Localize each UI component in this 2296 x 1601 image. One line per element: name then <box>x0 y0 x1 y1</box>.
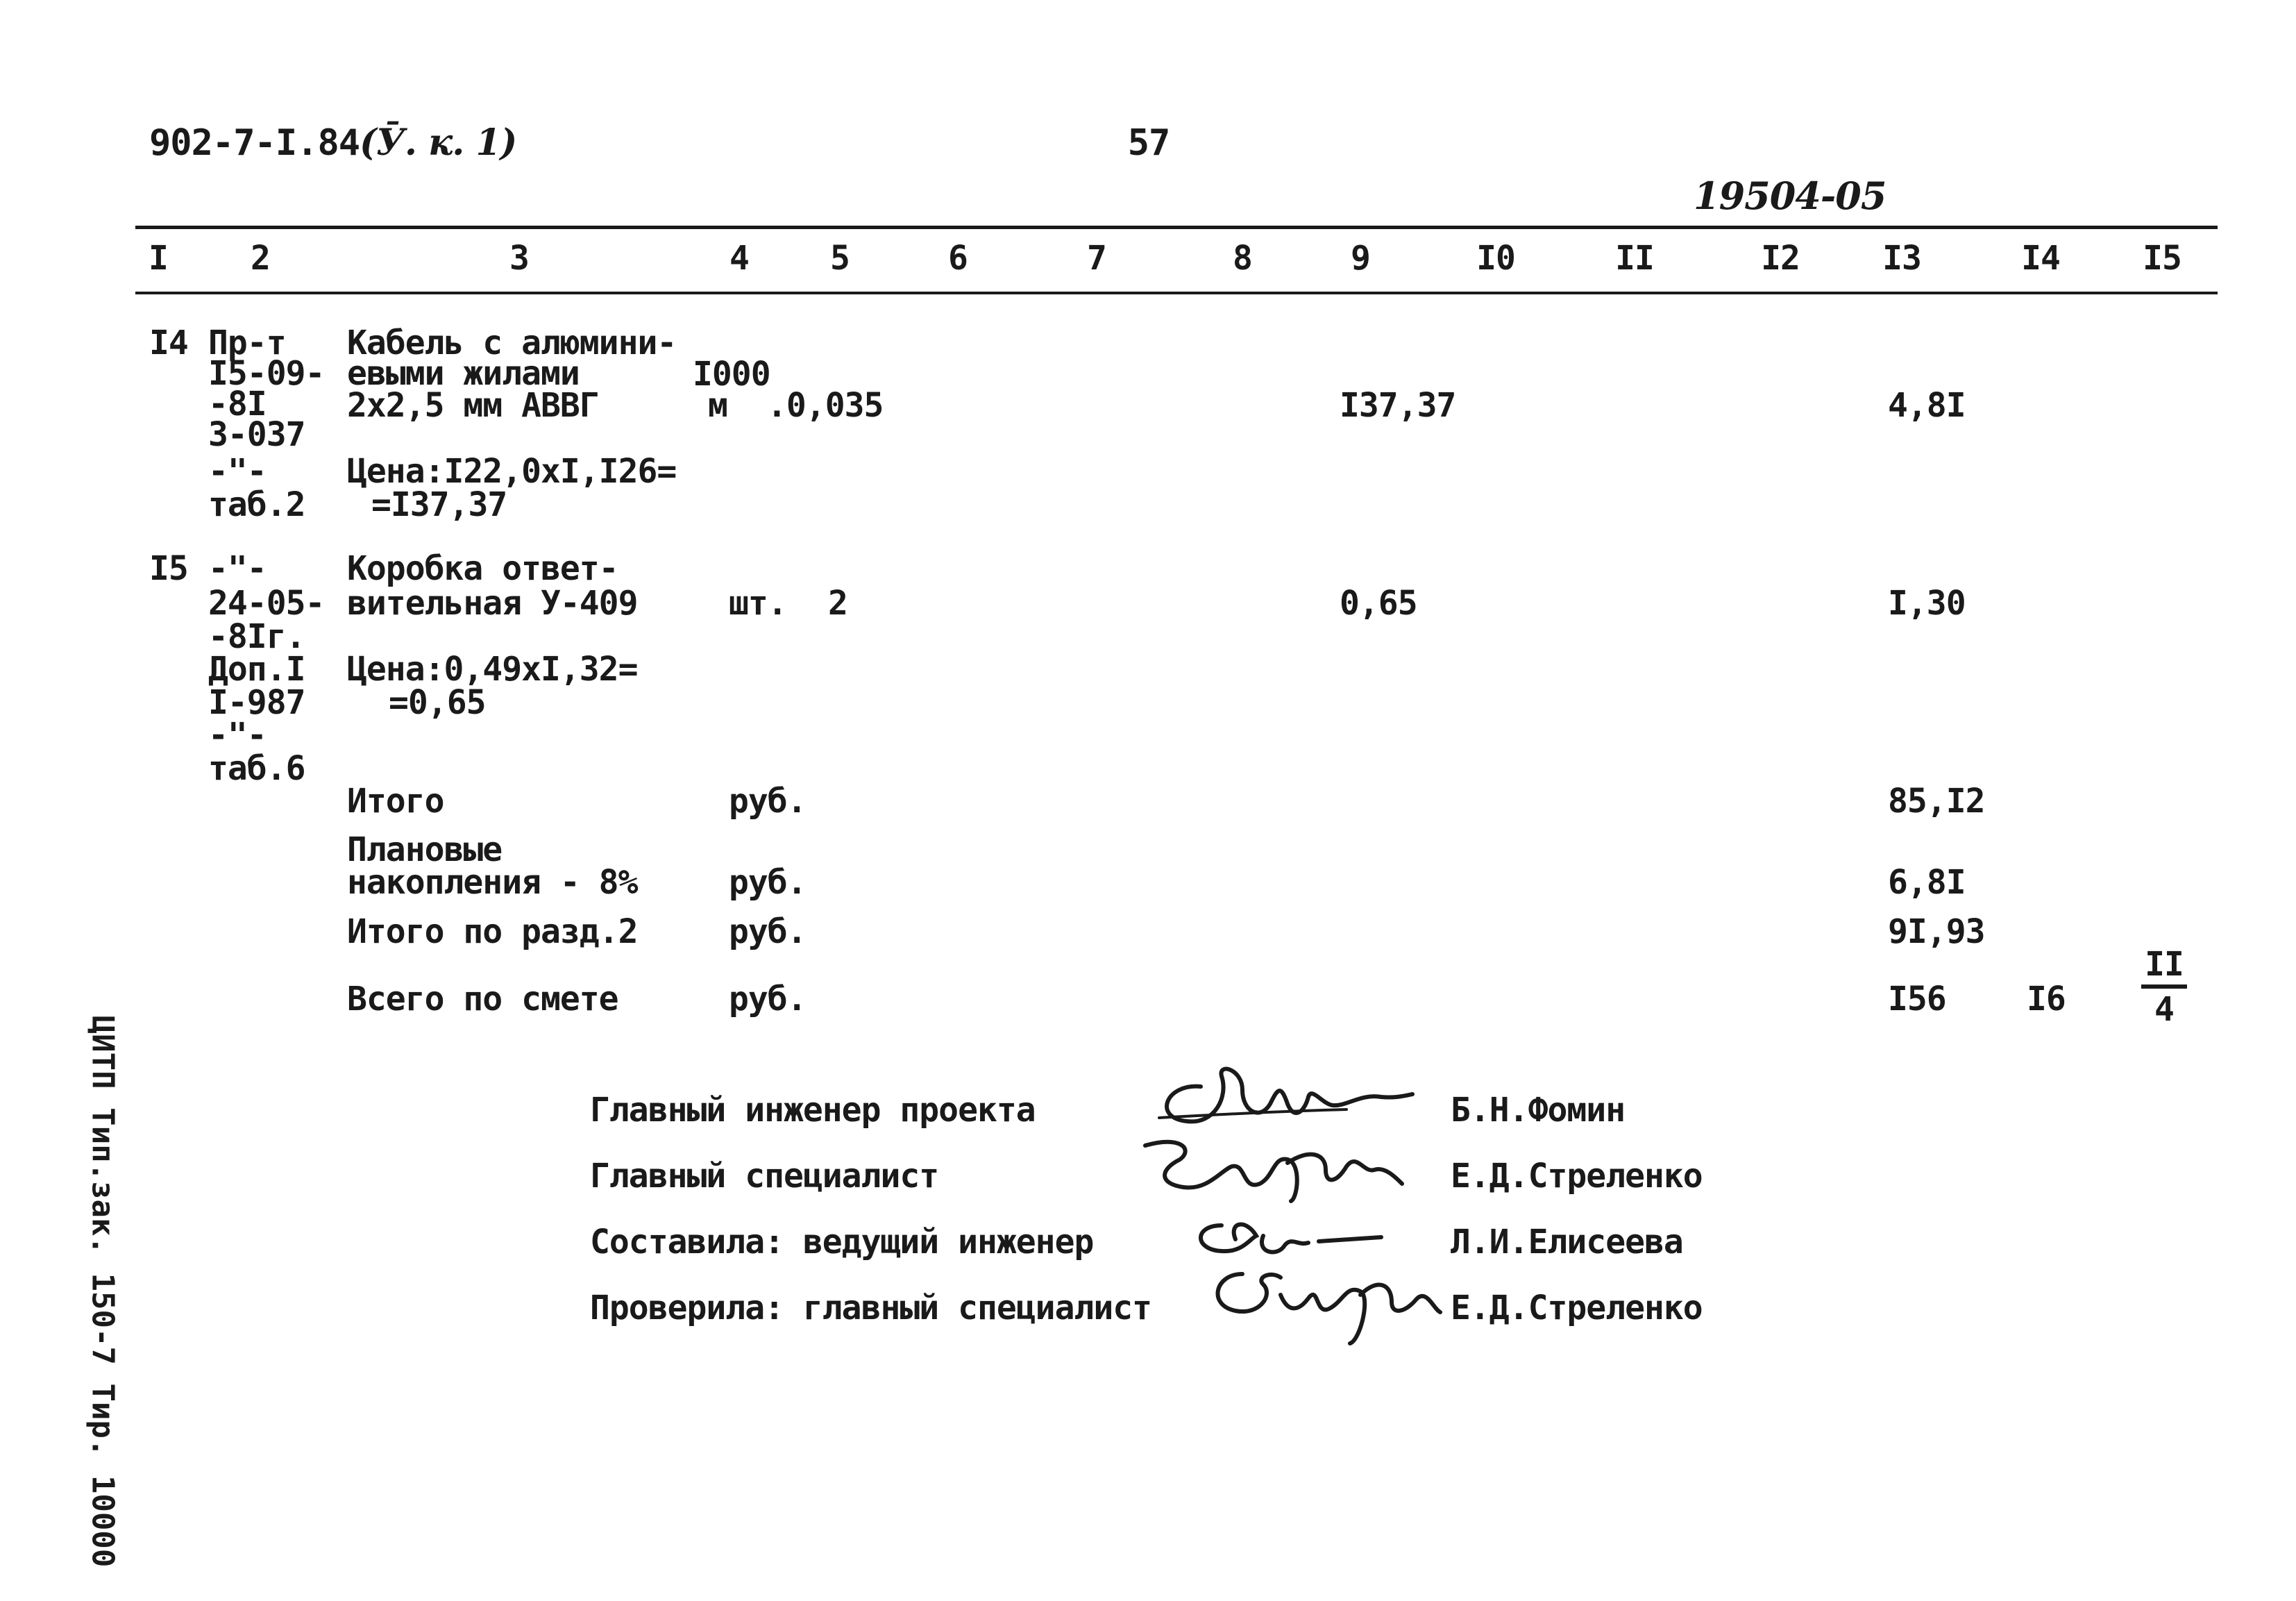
handwritten-signature <box>1194 1257 1444 1347</box>
row-number: I5 <box>149 549 188 588</box>
column-header: 9 <box>1351 239 1370 278</box>
document-code-suffix: (Ӯ. к. 1) <box>360 121 517 164</box>
table-header-rule <box>135 292 2218 294</box>
column-header: 5 <box>830 239 850 278</box>
column-header: I0 <box>1476 239 1515 278</box>
signature-name: Е.Д.Стреленко <box>1451 1289 1703 1327</box>
row-reference: Доп.I <box>208 650 305 689</box>
handwritten-signature <box>1117 1128 1409 1205</box>
row-unit: шт. <box>729 584 787 623</box>
row-reference: -8Iг. <box>208 617 305 656</box>
row-reference: Пр-т <box>208 324 286 362</box>
column-header: I2 <box>1761 239 1800 278</box>
row-price-formula: Цена:I22,0хI,I26= <box>347 452 677 491</box>
row-reference: I5-09- <box>208 354 325 393</box>
column-header: 7 <box>1087 239 1106 278</box>
row-col9-value: I37,37 <box>1340 386 1456 425</box>
column-header: 6 <box>948 239 968 278</box>
totals-value: I56 <box>1888 980 1946 1019</box>
totals-value: 85,I2 <box>1888 782 1985 821</box>
column-header: I <box>149 239 168 278</box>
column-header: 2 <box>251 239 270 278</box>
totals-unit: руб. <box>729 912 807 951</box>
signature-role: Проверила: главный специалист <box>590 1289 1152 1327</box>
table-top-rule <box>135 226 2218 229</box>
fraction-numerator: II <box>2145 945 2184 984</box>
totals-label: Итого по разд.2 <box>347 912 638 951</box>
totals-col14-value: I6 <box>2027 980 2066 1019</box>
fraction-bar <box>2141 984 2187 989</box>
column-header: 4 <box>729 239 749 278</box>
row-reference: -"- <box>208 452 267 491</box>
totals-value: 9I,93 <box>1888 912 1985 951</box>
signature-role: Главный специалист <box>590 1157 939 1196</box>
row-unit: м <box>708 386 727 425</box>
document-code-number: 902-7-I.84 <box>149 122 360 164</box>
column-header: 8 <box>1233 239 1252 278</box>
signature-name: Е.Д.Стреленко <box>1451 1157 1703 1196</box>
row-description: вительная У-409 <box>347 584 638 623</box>
signature-role: Главный инженер проекта <box>590 1091 1036 1130</box>
column-header: 3 <box>509 239 529 278</box>
row-reference: -"- <box>208 716 267 755</box>
row-price-formula: =0,65 <box>389 683 486 722</box>
page-number: 57 <box>1127 122 1170 164</box>
row-reference: 3-037 <box>208 415 305 454</box>
row-number: I4 <box>149 324 188 362</box>
row-col13-value: I,30 <box>1888 584 1966 623</box>
printer-side-stamp: ЦИТП Тип.зак. 150-7 Тир. 10000 <box>85 1015 121 1568</box>
row-price-formula: Цена:0,49хI,32= <box>347 650 638 689</box>
signature-name: Б.Н.Фомин <box>1451 1091 1626 1130</box>
row-price-formula: =I37,37 <box>371 485 507 524</box>
row-reference: таб.6 <box>208 749 305 788</box>
row-reference: -"- <box>208 549 267 588</box>
column-header: I5 <box>2143 239 2181 278</box>
row-col9-value: 0,65 <box>1340 584 1417 623</box>
signature-role: Составила: ведущий инженер <box>590 1223 1094 1261</box>
row-reference: 24-05- <box>208 584 325 623</box>
totals-unit: руб. <box>729 980 807 1019</box>
row-description: евыми жилами <box>347 354 580 393</box>
registration-number: 19504-05 <box>1694 174 1886 218</box>
row-unit-multiplier: I000 <box>693 355 770 394</box>
row-description: Коробка ответ- <box>347 549 618 588</box>
column-header: I4 <box>2021 239 2060 278</box>
row-reference: -8I <box>208 385 267 424</box>
column-header: II <box>1615 239 1654 278</box>
signature-name: Л.И.Елисеева <box>1451 1223 1683 1261</box>
totals-label: Всего по смете <box>347 980 618 1019</box>
totals-unit: руб. <box>729 863 807 902</box>
row-col13-value: 4,8I <box>1888 386 1966 425</box>
fraction-denominator: 4 <box>2154 990 2174 1029</box>
totals-label: Плановые <box>347 830 503 869</box>
document-code <box>149 121 517 164</box>
totals-label: Итого <box>347 782 444 821</box>
row-reference: таб.2 <box>208 485 305 524</box>
row-quantity: .0,035 <box>767 386 884 425</box>
handwritten-signature <box>1138 1055 1416 1139</box>
row-reference: I-987 <box>208 683 305 722</box>
row-quantity: 2 <box>828 584 847 623</box>
row-description: 2х2,5 мм АВВГ <box>347 386 599 425</box>
totals-unit: руб. <box>729 782 807 821</box>
column-header: I3 <box>1882 239 1921 278</box>
row-description: Кабель с алюмини- <box>347 324 677 362</box>
totals-label: накопления - 8% <box>347 863 638 902</box>
totals-value: 6,8I <box>1888 863 1966 902</box>
